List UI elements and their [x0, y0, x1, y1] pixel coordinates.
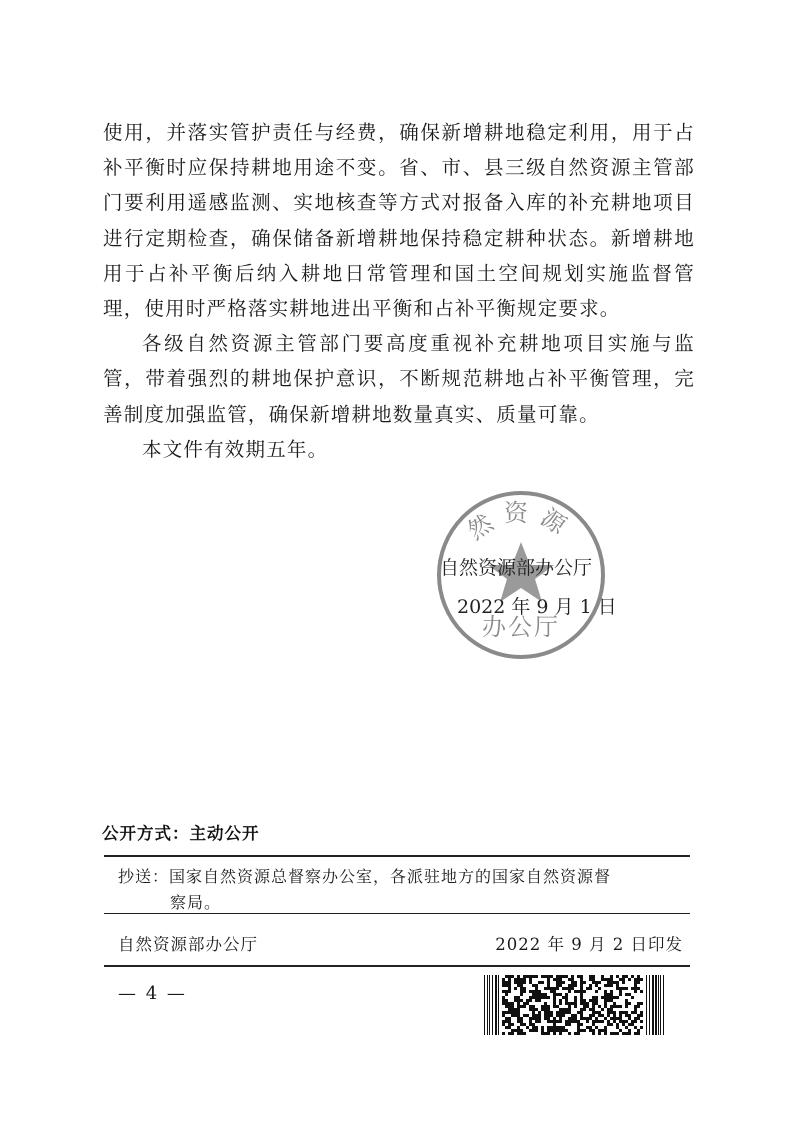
divider-middle: [104, 913, 690, 914]
signature-organization: 自然资源部办公厅: [440, 557, 593, 579]
barcode-qr-icon: [484, 975, 664, 1035]
document-body: [103, 115, 695, 467]
cc-recipients: [118, 864, 684, 916]
issuing-office: 自然资源部办公厅: [118, 935, 258, 954]
seal-top-text: 然资源: [462, 499, 580, 546]
body-paragraph-3: 本文件有效期五年。: [142, 437, 329, 461]
seal-bottom-text: 办公厅: [482, 613, 560, 641]
page-number: — 4 —: [118, 983, 187, 1004]
body-paragraph-2: 各级自然资源主管部门要高度重视补充耕地项目实施与监管，带着强烈的耕地保护意识，不断规范耕地占补平衡管理，完善制度加强监管，确保新增耕地数量真实、质量可靠。: [103, 332, 695, 426]
divider-top: [104, 855, 690, 857]
print-date: 2022 年 9 月 2 日印发: [495, 935, 683, 954]
divider-bottom: [104, 965, 690, 967]
cc-line-2: 察局。: [170, 893, 222, 912]
disclosure-method: 公开方式：主动公开: [102, 824, 260, 843]
cc-line-1: 抄送：国家自然资源总督察办公室，各派驻地方的国家自然资源督: [118, 867, 612, 886]
body-paragraph-1: 使用，并落实管护责任与经费，确保新增耕地稳定利用，用于占补平衡时应保持耕地用途不变。省、市、县三级自然资源主管部门要利用遥感监测、实地核查等方式对报备入库的补充耕地项目进行定期检查，确保储备新增耕地保持稳定耕种状态。新增耕地用于占补平衡后纳入耕地日常管理和国土空间规划实施监督管理，使用时严格落实耕地进出平衡和占补平衡规定要求。: [103, 121, 695, 321]
signature-date: 2022 年 9 月 1 日: [457, 596, 617, 618]
